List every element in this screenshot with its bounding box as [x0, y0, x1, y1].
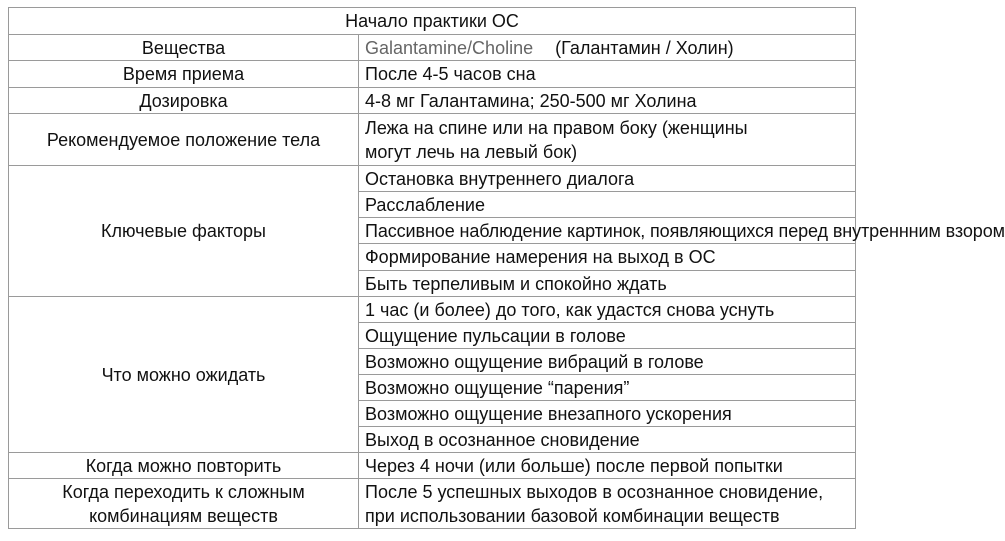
table-row [9, 61, 856, 88]
complex-value-line-2: при использовании базовой комбинации веществ [365, 505, 780, 526]
table-row [9, 114, 856, 166]
table-row [9, 453, 856, 479]
table-row [9, 35, 856, 61]
key-factor-item: Пассивное наблюдение картинок, появляющихся перед внутреннним взором [359, 218, 856, 244]
complex-value-line-1: После 5 успешных выходов в осознанное сновидение, [365, 481, 824, 502]
complex-label [9, 479, 359, 529]
table-row [9, 297, 856, 323]
substances-latin: Galantamine/Choline [365, 37, 534, 58]
expectation-item: 1 час (и более) до того, как удастся снова уснуть [359, 297, 856, 323]
expectation-item: Возможно ощущение “парения” [359, 375, 856, 401]
table-title: Начало практики ОС [9, 8, 856, 35]
key-factor-item: Остановка внутреннего диалога [359, 166, 856, 192]
body-position-line-2: могут лечь на левый бок) [365, 141, 578, 162]
complex-value [359, 479, 856, 529]
complex-label-line-2: комбинациям веществ [89, 505, 278, 526]
intake-time-label: Время приема [9, 61, 359, 88]
table-row [9, 88, 856, 114]
body-position-line-1: Лежа на спине или на правом боку (женщины [365, 117, 748, 138]
title-row [9, 8, 856, 35]
repeat-label: Когда можно повторить [9, 453, 359, 479]
practice-table [8, 7, 1005, 529]
expectation-item: Возможно ощущение внезапного ускорения [359, 401, 856, 427]
intake-time-value: После 4-5 часов сна [359, 61, 856, 88]
body-position-value [359, 114, 856, 166]
key-factors-label: Ключевые факторы [9, 166, 359, 297]
complex-label-line-1: Когда переходить к сложным [62, 481, 305, 502]
table-row [9, 166, 856, 192]
repeat-value: Через 4 ночи (или больше) после первой попытки [359, 453, 856, 479]
expectation-item: Выход в осознанное сновидение [359, 427, 856, 453]
substances-value [359, 35, 856, 61]
expectation-item: Ощущение пульсации в голове [359, 323, 856, 349]
substances-russian: (Галантамин / Холин) [555, 37, 734, 58]
key-factor-item: Быть терпеливым и спокойно ждать [359, 271, 856, 297]
substances-label: Вещества [9, 35, 359, 61]
dosage-label: Дозировка [9, 88, 359, 114]
key-factor-item: Расслабление [359, 192, 856, 218]
body-position-label: Рекомендуемое положение тела [9, 114, 359, 166]
table-row [9, 479, 856, 529]
expectations-label: Что можно ожидать [9, 297, 359, 453]
key-factor-item: Формирование намерения на выход в ОС [359, 244, 856, 271]
expectation-item: Возможно ощущение вибраций в голове [359, 349, 856, 375]
dosage-value: 4-8 мг Галантамина; 250-500 мг Холина [359, 88, 856, 114]
